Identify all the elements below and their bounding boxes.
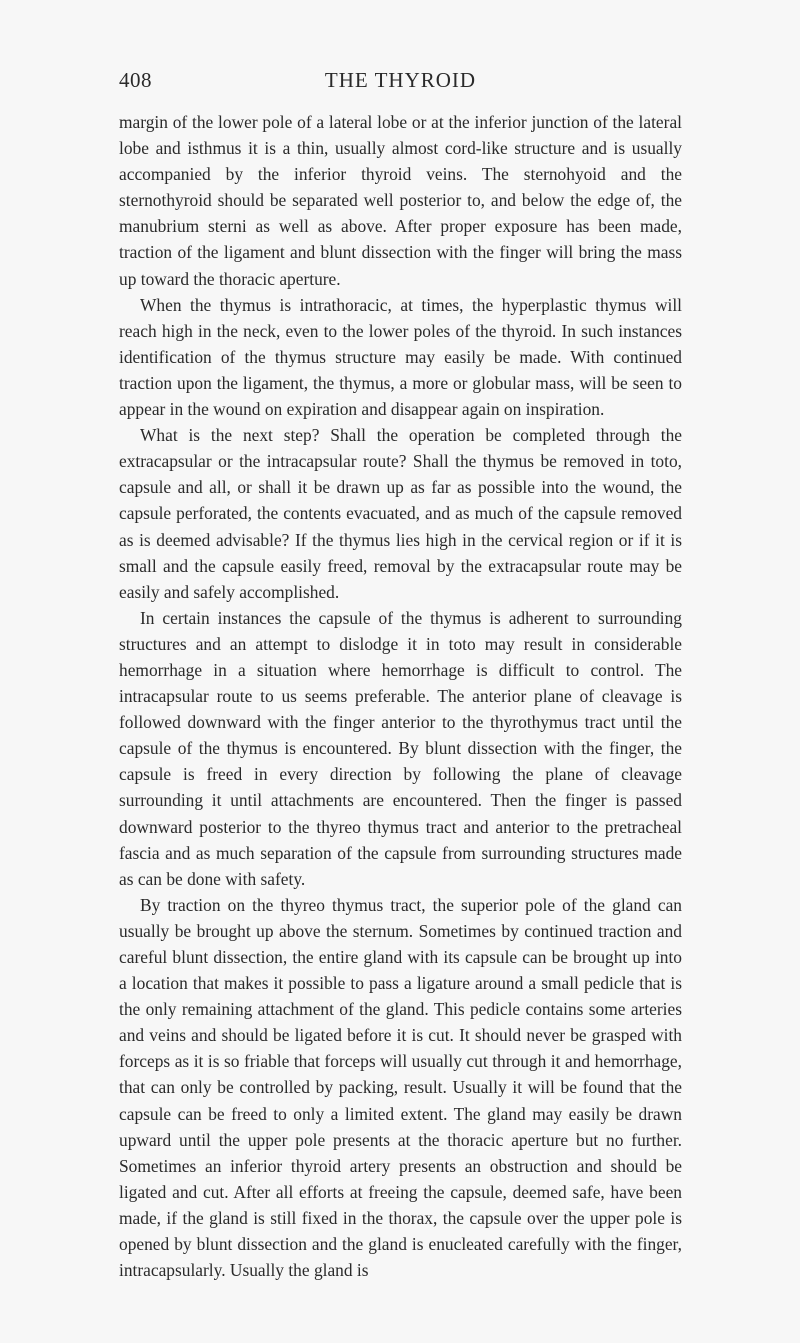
page-number: 408: [119, 68, 152, 92]
paragraph: margin of the lower pole of a lateral lobe or at the inferior junction of the lateral lobe and isthmus it is a thin, usually almost cord-like structure and is usually accompanied by the inferior thyroid veins. The sternohyoid and the sternothyroid should be separated well posterior to, and below the edge of, the manubrium sterni as well as above. After proper exposure has been made, traction of the ligament and blunt dissection with the finger will bring the mass up toward the thoracic aperture.: [119, 112, 682, 289]
paragraph: By traction on the thyreo thymus tract, the superior pole of the gland can usually be brought up above the sternum. Sometimes by continued traction and careful blunt dissection, the entire gland with its capsule can be brought up into a location that makes it possible to pass a ligature around a small pedicle that is the only remaining attachment of the gland. This pedicle contains some arteries and veins and should be ligated before it is cut. It should never be grasped with forceps as it is so friable that forceps will usually cut through it and hemorrhage, that can only be controlled by packing, result. Usually it will be found that the capsule can be freed to only a limited extent. The gland may easily be drawn upward until the upper pole presents at the thoracic aperture but no further. Sometimes an inferior thyroid artery presents an obstruction and should be ligated and cut. After all efforts at freeing the capsule, deemed safe, have been made, if the gland is still fixed in the thorax, the capsule over the upper pole is opened by blunt dissection and the gland is enucleated carefully with the finger, intracapsularly. Usually the gland is: [119, 894, 682, 1281]
paragraph: What is the next step? Shall the operation be completed through the extracapsular or the intracapsular route? Shall the thymus be removed in toto, capsule and all, or shall it be drawn up as far as possible into the wound, the capsule perforated, the contents evacuated, and as much of the capsule removed as is deemed advisable? If the thymus lies high in the cervical region or if it is small and the capsule easily freed, removal by the extracapsular route may be easily and safely accomplished.: [119, 425, 682, 602]
paragraph: In certain instances the capsule of the thymus is adherent to surrounding structures and an attempt to dislodge it in toto may result in considerable hemorrhage in a situation where hemorrhage is difficult to control. The intracapsular route to us seems preferable. The anterior plane of cleavage is followed downward with the finger anterior to the thyrothymus tract until the capsule of the thymus is encountered. By blunt dissection with the finger, the capsule is freed in every direction by following the plane of cleavage surrounding it until attachments are encountered. Then the finger is passed downward posterior to the thyreo thymus tract and anterior to the pretracheal fascia and as much separation of the capsule from surrounding structures made as can be done with safety.: [119, 607, 682, 889]
page-header: [119, 68, 682, 98]
body-text: [119, 109, 682, 1283]
paragraph: When the thymus is intrathoracic, at times, the hyperplastic thymus will reach high in the neck, even to the lower poles of the thyroid. In such instances identification of the thymus structure may easily be made. With continued traction upon the ligament, the thymus, a more or globular mass, will be seen to appear in the wound on expiration and disappear again on inspiration.: [119, 294, 682, 420]
running-title: THE THYROID: [324, 68, 477, 92]
